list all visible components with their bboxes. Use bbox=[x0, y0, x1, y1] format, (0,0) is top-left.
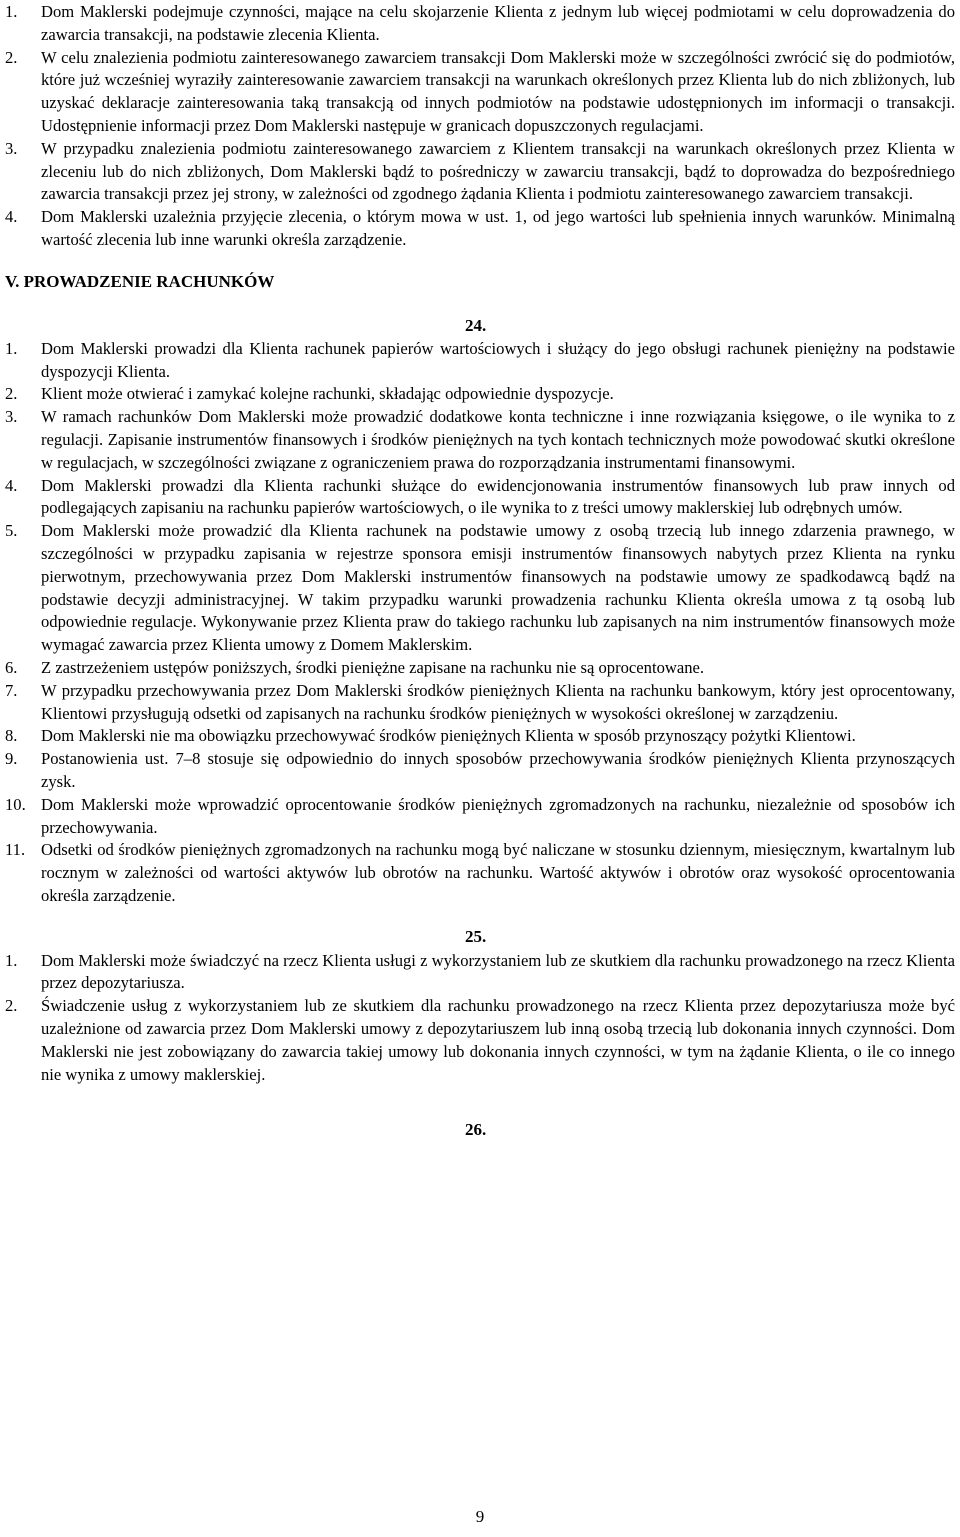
item-number: 1. bbox=[5, 2, 18, 21]
list-item bbox=[5, 748, 955, 794]
item-number: 2. bbox=[5, 384, 18, 404]
item-text: Dom Maklerski nie ma obowiązku przechowywać środków pieniężnych Klienta w sposób przynoszący pożytki Klientowi. bbox=[41, 726, 856, 746]
item-number: 11. bbox=[5, 840, 26, 860]
item-text: W celu znalezienia podmiotu zainteresowanego zawarciem transakcji Dom Maklerski może w szczególności zwrócić się do podmiotów, które już wcześniej wyraziły zainteresowanie zawarciem transakcji na warunkach określonych przez Klienta lub do nich zbliżonych, lub uzyskać deklaracje zainteresowania taką transakcją od innych podmiotów na podstawie udostępnionych im informacji o transakcji. Udostępnienie informacji przez Dom Maklerski następuje w granicach dopuszczonych regulacjami. bbox=[41, 47, 955, 135]
list-item bbox=[5, 47, 955, 138]
list-item bbox=[5, 338, 955, 384]
item-text: Dom Maklerski podejmuje czynności, mające na celu skojarzenie Klienta z jednym lub więcej podmiotami w celu doprowadzenia do zawarcia transakcji, na podstawie zlecenia Klienta. bbox=[41, 2, 955, 44]
list-item bbox=[5, 138, 955, 206]
item-text: Dom Maklerski prowadzi dla Klienta rachunki służące do ewidencjonowania instrumentów finansowych lub praw innych od podlegających zapisaniu na rachunku papierów wartościowych, o ile wynika to z treści umowy maklerskiej lub odrębnych umów. bbox=[41, 475, 955, 518]
item-number: 3. bbox=[5, 407, 18, 427]
item-number: 9. bbox=[5, 749, 18, 769]
item-text: Świadczenie usług z wykorzystaniem lub ze skutkiem dla rachunku prowadzonego na rzecz Klienta przez depozytariusza może być uzależnione od zawarcia przez Dom Maklerski umowy z depozytariuszem lub inną osobą trzecią lub dokonania innych czynności. Dom Maklerski nie jest zobowiązany do zawarcia takiej umowy lub dokonania innych czynności, w tym na żądanie Klienta, o ile co innego nie wynika z umowy maklerskiej. bbox=[41, 996, 955, 1084]
item-number: 10. bbox=[5, 794, 26, 814]
list-top bbox=[5, 1, 955, 252]
item-number: 6. bbox=[5, 657, 18, 677]
item-number: 8. bbox=[5, 726, 18, 746]
paragraph-mark-26: 26. bbox=[465, 1120, 487, 1140]
item-number: 1. bbox=[5, 338, 18, 358]
list-item bbox=[5, 1, 955, 47]
list-item bbox=[5, 383, 955, 406]
item-text: Dom Maklerski może prowadzić dla Klienta rachunek na podstawie umowy z osobą trzecią lub innego zdarzenia prawnego, w szczególności w przypadku zapisania w rejestrze sponsora emisji instrumentów finansowych nabytych przez Klienta na rynku pierwotnym, przechowywania przez Dom Maklerski instrumentów finansowych na podstawie umowy ze spadkodawcą bądź na podstawie decyzji administracyjnej. W takim przypadku warunki prowadzenia rachunku Klienta określa umowa z tą osobą lub odpowiednie regulacje. Wykonywanie przez Klienta praw do takiego rachunku lub zapisanych na nim instrumentów finansowych może wymagać zawarcia przez Klienta umowy z Domem Maklerskim. bbox=[41, 521, 955, 655]
section-heading: V. PROWADZENIE RACHUNKÓW bbox=[5, 271, 275, 291]
item-number: 5. bbox=[5, 521, 18, 541]
item-text: W przypadku przechowywania przez Dom Maklerski środków pieniężnych Klienta na rachunku bankowym, który jest oprocentowany, Klientowi przysługują odsetki od zapisanych na rachunku środków pieniężnych w wysokości określonej w zarządzeniu. bbox=[41, 680, 955, 723]
item-text: Dom Maklerski uzależnia przyjęcie zlecenia, o którym mowa w ust. 1, od jego wartości lub spełnienia innych warunków. Minimalną wartość zlecenia lub inne warunki określa zarządzenie. bbox=[41, 207, 955, 249]
list-item bbox=[5, 995, 955, 1086]
item-number: 1. bbox=[5, 950, 18, 970]
list-item bbox=[5, 950, 955, 996]
list-item bbox=[5, 680, 955, 726]
item-number: 3. bbox=[5, 138, 18, 158]
list-paragraph-25 bbox=[5, 950, 955, 1087]
item-number: 7. bbox=[5, 680, 18, 700]
item-text: Klient może otwierać i zamykać kolejne rachunki, składając odpowiednie dyspozycje. bbox=[41, 384, 614, 404]
item-text: W ramach rachunków Dom Maklerski może prowadzić dodatkowe konta techniczne i inne rozwiązania księgowe, o ile wynika to z regulacji. Zapisanie instrumentów finansowych i środków pieniężnych na tych kontach technicznych może powodować skutki określone w regulacjach, w szczególności związane z ograniczeniem prawa do rozporządzania instrumentami finansowymi. bbox=[41, 407, 955, 472]
list-item bbox=[5, 794, 955, 840]
item-number: 4. bbox=[5, 207, 18, 227]
item-text: Dom Maklerski prowadzi dla Klienta rachunek papierów wartościowych i służący do jego obsługi rachunek pieniężny na podstawie dyspozycji Klienta. bbox=[41, 338, 955, 381]
item-number: 2. bbox=[5, 996, 18, 1016]
list-item bbox=[5, 475, 955, 521]
list-item bbox=[5, 725, 955, 748]
item-text: W przypadku znalezienia podmiotu zainteresowanego zawarciem z Klientem transakcji na warunkach określonych przez Klienta w zleceniu lub do nich zbliżonych, Dom Maklerski bądź to pośredniczy w zawarciu transakcji, bądź to doprowadza do bezpośredniego zawarcia transakcji przez jej strony, w zależności od zgodnego żądania Klienta i podmiotu zainteresowanego zawarciem transakcji. bbox=[41, 138, 955, 204]
list-item bbox=[5, 657, 955, 680]
list-item bbox=[5, 406, 955, 474]
list-item bbox=[5, 206, 955, 252]
item-text: Z zastrzeżeniem ustępów poniższych, środki pieniężne zapisane na rachunku nie są oprocentowane. bbox=[41, 657, 705, 677]
document-content bbox=[5, 1, 955, 1141]
item-text: Dom Maklerski może wprowadzić oprocentowanie środków pieniężnych zgromadzonych na rachunku, niezależnie od sposobów ich przechowywania. bbox=[41, 794, 955, 837]
item-number: 2. bbox=[5, 47, 18, 67]
list-paragraph-24 bbox=[5, 338, 955, 908]
list-item bbox=[5, 839, 955, 907]
item-text: Dom Maklerski może świadczyć na rzecz Klienta usługi z wykorzystaniem lub ze skutkiem dla rachunku prowadzonego na rzecz Klienta przez depozytariusza. bbox=[41, 950, 955, 993]
paragraph-mark-24: 24. bbox=[465, 315, 487, 335]
page-number: 9 bbox=[475, 1507, 485, 1526]
list-item bbox=[5, 520, 955, 657]
item-number: 4. bbox=[5, 475, 18, 495]
paragraph-mark-25: 25. bbox=[465, 926, 487, 946]
item-text: Postanowienia ust. 7–8 stosuje się odpowiednio do innych sposobów przechowywania środków pieniężnych Klienta przynoszących zysk. bbox=[41, 749, 955, 791]
item-text: Odsetki od środków pieniężnych zgromadzonych na rachunku mogą być naliczane w stosunku dziennym, miesięcznym, kwartalnym lub rocznym w zależności od wartości aktywów lub obrotów na rachunku. Wartość aktywów i obrotów oraz wysokość oprocentowania określa zarządzenie. bbox=[41, 840, 955, 905]
